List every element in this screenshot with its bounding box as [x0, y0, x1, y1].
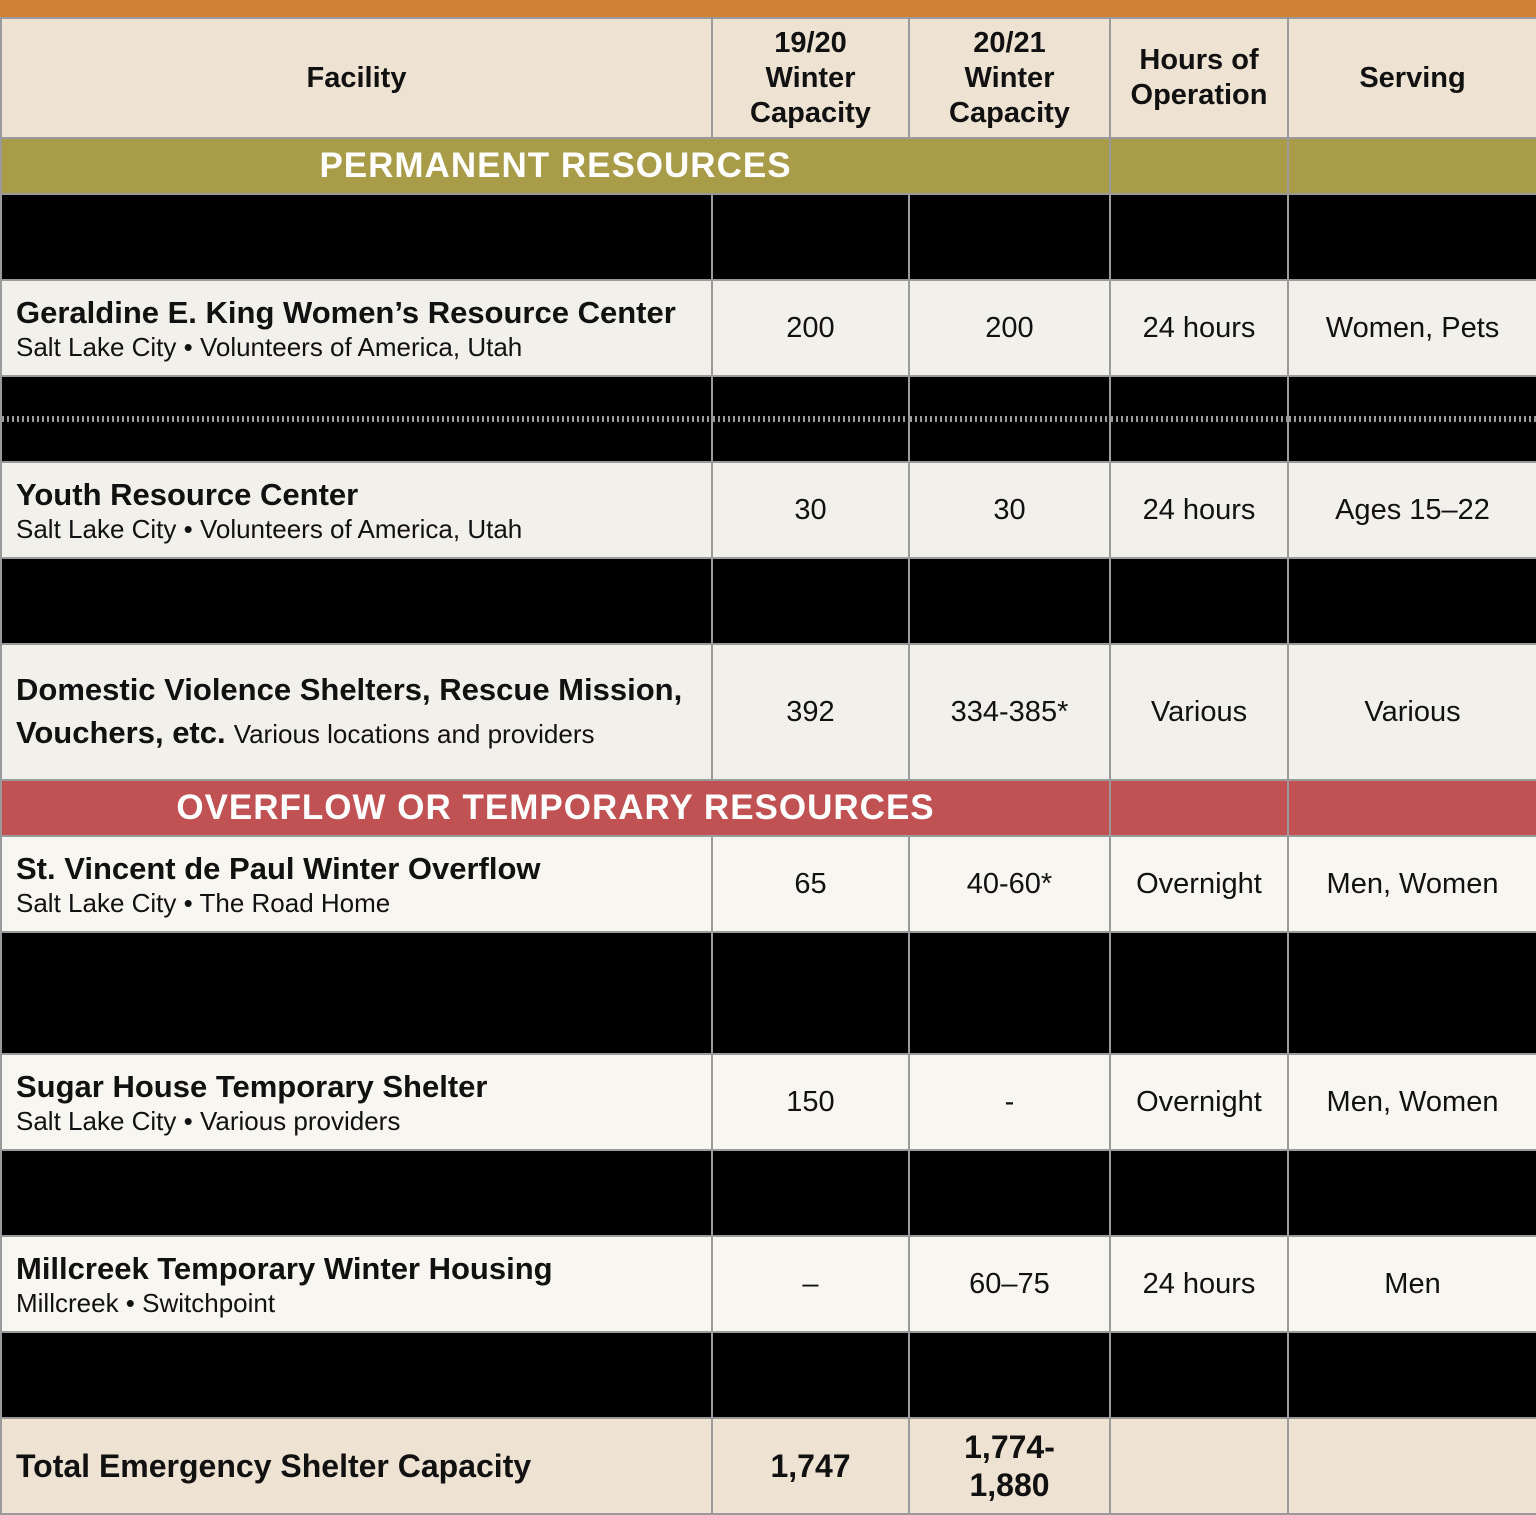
- redacted-cell: [909, 932, 1110, 1054]
- top-accent-bar: [0, 0, 1536, 17]
- redacted-cell: [1, 194, 712, 280]
- hours-of-operation: Various: [1110, 644, 1288, 780]
- capacity-19-20: –: [712, 1236, 909, 1332]
- facility-location-provider: Millcreek • Switchpoint: [16, 1287, 276, 1318]
- serving: Men, Women: [1288, 836, 1536, 932]
- table-row: [1, 280, 1536, 376]
- redacted-cell: [1110, 558, 1288, 644]
- redacted-cell: [712, 194, 909, 280]
- redacted-cell: [712, 932, 909, 1054]
- capacity-19-20: 30: [712, 462, 909, 558]
- redacted-cell: [909, 1332, 1110, 1418]
- facility-name: Domestic Violence Shelters, Rescue Mission, Vouchers, etc.: [16, 672, 683, 750]
- facility-name: St. Vincent de Paul Winter Overflow: [16, 850, 541, 886]
- table-row: [1, 836, 1536, 932]
- serving: Men, Women: [1288, 1054, 1536, 1150]
- facility-cell: [1, 462, 712, 558]
- section-overflow-temporary-resources: [1, 780, 1536, 836]
- hours-of-operation: 24 hours: [1110, 1236, 1288, 1332]
- facility-cell: [1, 1054, 712, 1150]
- redacted-cell: [909, 558, 1110, 644]
- redacted-cell: [1, 1332, 712, 1418]
- facility-cell: [1, 280, 712, 376]
- capacity-19-20: 200: [712, 280, 909, 376]
- table-header-row: [1, 18, 1536, 138]
- section-cell: [1110, 780, 1288, 836]
- section-cell: [1110, 138, 1288, 194]
- redacted-cell: [712, 1150, 909, 1236]
- facility-location-provider: Salt Lake City • The Road Home: [16, 887, 391, 918]
- shelter-capacity-table: [0, 17, 1536, 1515]
- facility-location-provider: Salt Lake City • Volunteers of America, Utah: [16, 331, 523, 362]
- redacted-row: [1, 194, 1536, 280]
- capacity-19-20: 150: [712, 1054, 909, 1150]
- redacted-cell: [1, 376, 712, 462]
- redacted-cell: [1, 932, 712, 1054]
- hours-of-operation: 24 hours: [1110, 462, 1288, 558]
- serving: Men: [1288, 1236, 1536, 1332]
- capacity-20-21: 200: [909, 280, 1110, 376]
- redacted-cell: [1, 558, 712, 644]
- capacity-20-21: 30: [909, 462, 1110, 558]
- serving: Ages 15–22: [1288, 462, 1536, 558]
- redacted-cell: [1288, 1150, 1536, 1236]
- serving: Various: [1288, 644, 1536, 780]
- redacted-row: [1, 932, 1536, 1054]
- header-serving: Serving: [1288, 18, 1536, 138]
- redacted-cell: [1110, 1150, 1288, 1236]
- redacted-row: [1, 558, 1536, 644]
- facility-cell: [1, 836, 712, 932]
- redacted-cell: [909, 376, 1110, 462]
- facility-location-provider: Salt Lake City • Volunteers of America, Utah: [16, 513, 523, 544]
- table-row: [1, 462, 1536, 558]
- capacity-20-21: 334-385*: [909, 644, 1110, 780]
- redacted-row: [1, 1150, 1536, 1236]
- redacted-row: [1, 1332, 1536, 1418]
- facility-name: Millcreek Temporary Winter Housing: [16, 1250, 553, 1286]
- redacted-cell: [712, 1332, 909, 1418]
- total-capacity-19-20: 1,747: [712, 1418, 909, 1514]
- redacted-cell: [1288, 932, 1536, 1054]
- redacted-row: [1, 376, 1536, 462]
- hours-of-operation: 24 hours: [1110, 280, 1288, 376]
- redacted-cell: [1110, 376, 1288, 462]
- section-permanent-resources: [1, 138, 1536, 194]
- facility-name: Youth Resource Center: [16, 476, 359, 512]
- total-label: Total Emergency Shelter Capacity: [1, 1418, 712, 1514]
- redacted-cell: [909, 1150, 1110, 1236]
- header-capacity-19-20: 19/20 Winter Capacity: [712, 18, 909, 138]
- redacted-cell: [712, 376, 909, 462]
- header-facility: Facility: [1, 18, 712, 138]
- facility-location-provider: Various locations and providers: [233, 719, 595, 749]
- total-row: [1, 1418, 1536, 1514]
- total-hours-empty: [1110, 1418, 1288, 1514]
- section-cell: [1288, 138, 1536, 194]
- section-title-permanent: PERMANENT RESOURCES: [1, 138, 1110, 194]
- total-serving-empty: [1288, 1418, 1536, 1514]
- capacity-19-20: 392: [712, 644, 909, 780]
- serving: Women, Pets: [1288, 280, 1536, 376]
- total-capacity-20-21: 1,774- 1,880: [909, 1418, 1110, 1514]
- redacted-cell: [1288, 376, 1536, 462]
- facility-cell: [1, 1236, 712, 1332]
- redacted-cell: [1110, 1332, 1288, 1418]
- redacted-cell: [1110, 932, 1288, 1054]
- capacity-20-21: -: [909, 1054, 1110, 1150]
- redacted-cell: [1288, 558, 1536, 644]
- facility-location-provider: Salt Lake City • Various providers: [16, 1105, 401, 1136]
- redacted-cell: [1, 1150, 712, 1236]
- redacted-cell: [1110, 194, 1288, 280]
- section-title-overflow: OVERFLOW OR TEMPORARY RESOURCES: [1, 780, 1110, 836]
- redacted-cell: [909, 194, 1110, 280]
- table-row: [1, 1236, 1536, 1332]
- capacity-20-21: 40-60*: [909, 836, 1110, 932]
- capacity-19-20: 65: [712, 836, 909, 932]
- hours-of-operation: Overnight: [1110, 836, 1288, 932]
- facility-cell: [1, 644, 712, 780]
- header-hours-of-operation: Hours of Operation: [1110, 18, 1288, 138]
- section-cell: [1288, 780, 1536, 836]
- redacted-cell: [1288, 1332, 1536, 1418]
- hours-of-operation: Overnight: [1110, 1054, 1288, 1150]
- table-row: [1, 644, 1536, 780]
- facility-name: Sugar House Temporary Shelter: [16, 1068, 488, 1104]
- capacity-20-21: 60–75: [909, 1236, 1110, 1332]
- redacted-cell: [712, 558, 909, 644]
- header-capacity-20-21: 20/21 Winter Capacity: [909, 18, 1110, 138]
- facility-name: Geraldine E. King Women’s Resource Center: [16, 294, 676, 330]
- redacted-cell: [1288, 194, 1536, 280]
- table-row: [1, 1054, 1536, 1150]
